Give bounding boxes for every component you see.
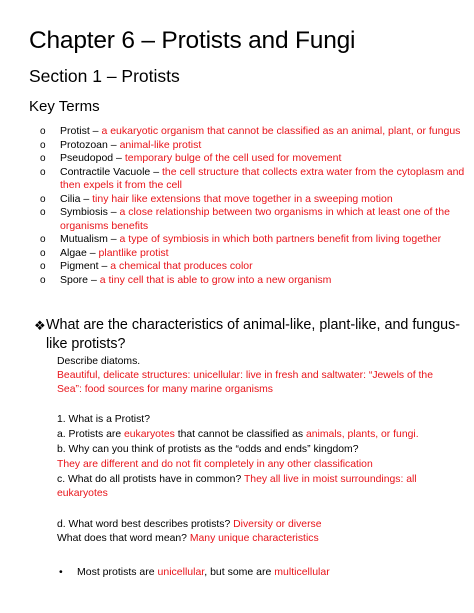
key-terms-list <box>40 125 465 287</box>
key-term-item <box>40 233 465 247</box>
question-1: 1. What is a Protist? <box>57 414 150 425</box>
question-d2-text: What does that word mean? <box>57 533 187 544</box>
key-term-definition: a eukaryotic organism that cannot be classified as an animal, plant, or fungus <box>101 125 461 137</box>
circle-bullet-icon: o <box>40 153 46 164</box>
circle-bullet-icon: o <box>40 139 46 151</box>
bullet-answer-2: multicellular <box>274 566 330 578</box>
question-d2 <box>57 532 457 546</box>
key-term-separator: – <box>107 138 120 151</box>
bullet-dot-icon: • <box>59 566 63 578</box>
circle-bullet-icon: o <box>40 247 46 259</box>
question-d-text: d. What word best describes protists? <box>57 519 231 530</box>
key-term-definition: plantlike protist <box>98 246 169 259</box>
key-term-word: Spore <box>60 273 89 286</box>
circle-bullet-icon: o <box>40 166 46 178</box>
answer-a-2: animals, plants, or fungi. <box>305 429 419 440</box>
circle-bullet-icon: o <box>40 126 46 137</box>
key-term-word: Cilia <box>60 192 81 205</box>
circle-bullet-icon: o <box>40 234 46 245</box>
key-term-separator: – <box>113 152 125 164</box>
key-term-word: Protozoan <box>60 138 108 151</box>
key-term-separator: – <box>89 125 102 137</box>
question-a <box>57 428 457 442</box>
question-b: b. Why can you think of protists as the “odds and ends” kingdom? <box>57 444 359 455</box>
key-term-word: Mutualism <box>60 233 108 245</box>
chapter-title: Chapter 6 – Protists and Fungi <box>29 27 356 54</box>
key-term-word: Pseudopod <box>60 152 114 164</box>
question-d <box>57 518 457 532</box>
question-heading <box>34 316 461 354</box>
question-heading-text: What are the characteristics of animal-like, plant-like, and fungus-like protists? <box>46 317 461 352</box>
question-c <box>57 473 457 500</box>
key-term-item <box>40 193 465 207</box>
key-term-definition: a tiny cell that is able to grow into a new organism <box>99 273 332 286</box>
answer-c: They all live in moist surroundings: all eukaryotes <box>57 474 417 499</box>
key-term-separator: – <box>80 192 93 205</box>
key-term-separator: – <box>88 273 100 286</box>
answer-a-1: eukaryotes <box>124 429 175 440</box>
circle-bullet-icon: o <box>40 274 46 286</box>
key-term-definition: temporary bulge of the cell used for movement <box>124 152 342 164</box>
answer-b: They are different and do not fit completely in any other classification <box>57 459 373 470</box>
diatoms-answer: Beautiful, delicate structures: unicellular: live in fresh and saltwater: “Jewels of the Sea”: food sources for many marine organisms <box>57 370 433 395</box>
key-term-word: Protist <box>60 125 90 137</box>
key-term-separator: – <box>107 206 120 218</box>
key-term-item <box>40 247 465 261</box>
key-term-item <box>40 166 465 193</box>
answer-d: Diversity or diverse <box>233 519 322 530</box>
key-term-item <box>40 139 465 153</box>
circle-bullet-icon: o <box>40 193 46 205</box>
key-term-definition: a close relationship between two organisms in which at least one of the organisms benefits <box>60 206 450 232</box>
key-term-definition: a type of symbiosis in which both partners benefit from living together <box>119 233 442 245</box>
key-term-word: Symbiosis <box>60 206 108 218</box>
key-term-item <box>40 125 465 139</box>
diatoms-prompt: Describe diatoms. <box>57 356 141 367</box>
diamond-bullet-icon: ❖ <box>34 318 46 333</box>
question-a-mid: that cannot be classified as <box>174 429 306 440</box>
key-term-word: Contractile Vacuole <box>60 165 151 178</box>
key-term-definition: tiny hair like extensions that move together in a sweeping motion <box>92 192 393 205</box>
key-term-word: Pigment <box>60 260 99 272</box>
key-term-word: Algae <box>60 246 87 259</box>
key-term-item <box>40 274 465 288</box>
key-term-separator: – <box>86 246 99 259</box>
key-terms-heading: Key Terms <box>29 98 100 115</box>
key-term-item <box>40 206 465 233</box>
circle-bullet-icon: o <box>40 261 46 272</box>
question-c-text: c. What do all protists have in common? <box>57 474 242 485</box>
key-term-definition: animal-like protist <box>119 138 202 151</box>
key-term-definition: a chemical that produces color <box>110 260 253 272</box>
key-term-definition: the cell structure that collects extra water from the cytoplasm and then expels it from the cell <box>60 165 465 191</box>
bullet-text: Most protists are <box>77 566 158 578</box>
key-term-item <box>40 152 465 166</box>
key-term-separator: – <box>98 260 111 272</box>
section-title: Section 1 – Protists <box>29 66 180 86</box>
bullet-answer-1: unicellular <box>157 566 205 578</box>
key-term-item <box>40 260 465 274</box>
bullet-mid: , but some are <box>204 566 275 578</box>
answer-d2: Many unique characteristics <box>189 533 319 544</box>
key-term-separator: – <box>150 165 162 178</box>
bullet-line <box>59 566 330 578</box>
key-term-separator: – <box>107 233 120 245</box>
circle-bullet-icon: o <box>40 207 46 218</box>
question-a-text: a. Protists are <box>57 429 124 440</box>
